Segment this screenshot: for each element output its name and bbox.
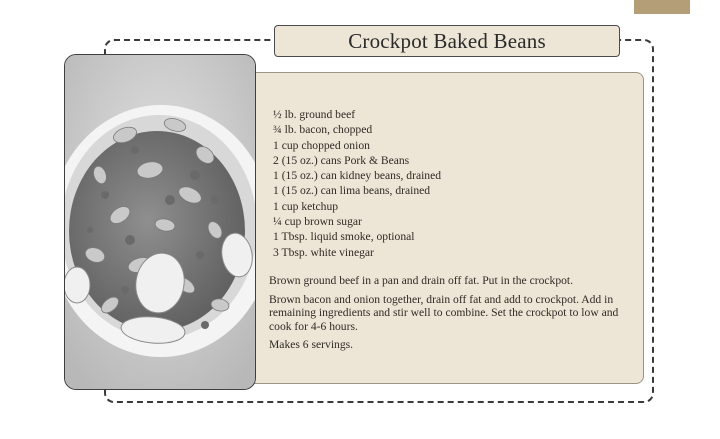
- direction-step: Brown ground beef in a pan and drain off fat. Put in the crockpot.: [269, 274, 574, 287]
- ingredient-item: 1 cup chopped onion: [273, 138, 370, 152]
- baked-beans-bowl-image: [65, 55, 256, 390]
- ingredient-item: ¾ lb. bacon, chopped: [273, 123, 373, 137]
- ingredient-list: [273, 107, 441, 260]
- direction-step: Brown bacon and onion together, drain off fat and add to crockpot. Add in remaining ingredients and stir well to combine. Set the crockpot to low and cook for 4-6 hours.: [269, 292, 619, 333]
- ingredient-item: 1 Tbsp. liquid smoke, optional: [273, 230, 415, 244]
- title-box: [274, 25, 620, 57]
- directions: [269, 274, 629, 357]
- ingredient-item: ¼ cup brown sugar: [273, 215, 362, 229]
- ingredient-item: 2 (15 oz.) cans Pork & Beans: [273, 153, 410, 167]
- recipe-photo: [64, 54, 256, 390]
- ingredient-item: 1 cup ketchup: [273, 199, 339, 213]
- recipe-title: Crockpot Baked Beans: [348, 28, 546, 53]
- ingredient-item: ½ lb. ground beef: [273, 108, 356, 121]
- ingredient-item: 1 (15 oz.) can lima beans, drained: [273, 184, 431, 198]
- ingredient-item: 1 (15 oz.) can kidney beans, drained: [273, 169, 442, 183]
- ingredient-item: 3 Tbsp. white vinegar: [273, 245, 374, 259]
- corner-tab: [634, 0, 690, 14]
- servings-note: Makes 6 servings.: [269, 338, 354, 352]
